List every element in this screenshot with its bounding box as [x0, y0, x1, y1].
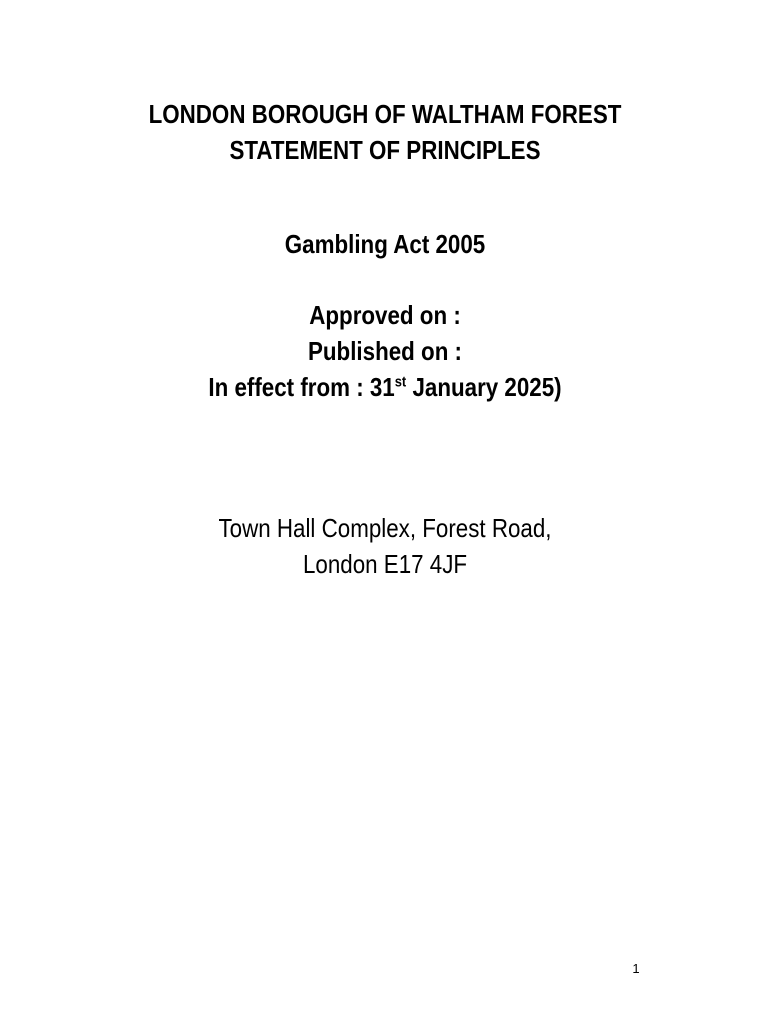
address-line-1: Town Hall Complex, Forest Road,: [218, 513, 552, 543]
title-line-borough: LONDON BOROUGH OF WALTHAM FOREST: [148, 99, 622, 129]
address: [0, 510, 770, 582]
dates-section: [0, 297, 770, 405]
address-line-2: London E17 4JF: [302, 549, 468, 579]
effect-rest: January 2025): [406, 372, 562, 402]
published-on: Published on :: [307, 336, 463, 366]
effect-ordinal-suffix: st: [394, 373, 407, 391]
document-title: [0, 96, 770, 168]
approved-on: Approved on :: [309, 300, 461, 330]
in-effect-from: [54, 369, 716, 405]
act-name: Gambling Act 2005: [284, 229, 486, 259]
act-heading: [0, 226, 770, 262]
title-line-statement: STATEMENT OF PRINCIPLES: [229, 135, 541, 165]
effect-prefix: In effect from : 31: [208, 372, 395, 402]
page-number: 1: [632, 961, 640, 976]
